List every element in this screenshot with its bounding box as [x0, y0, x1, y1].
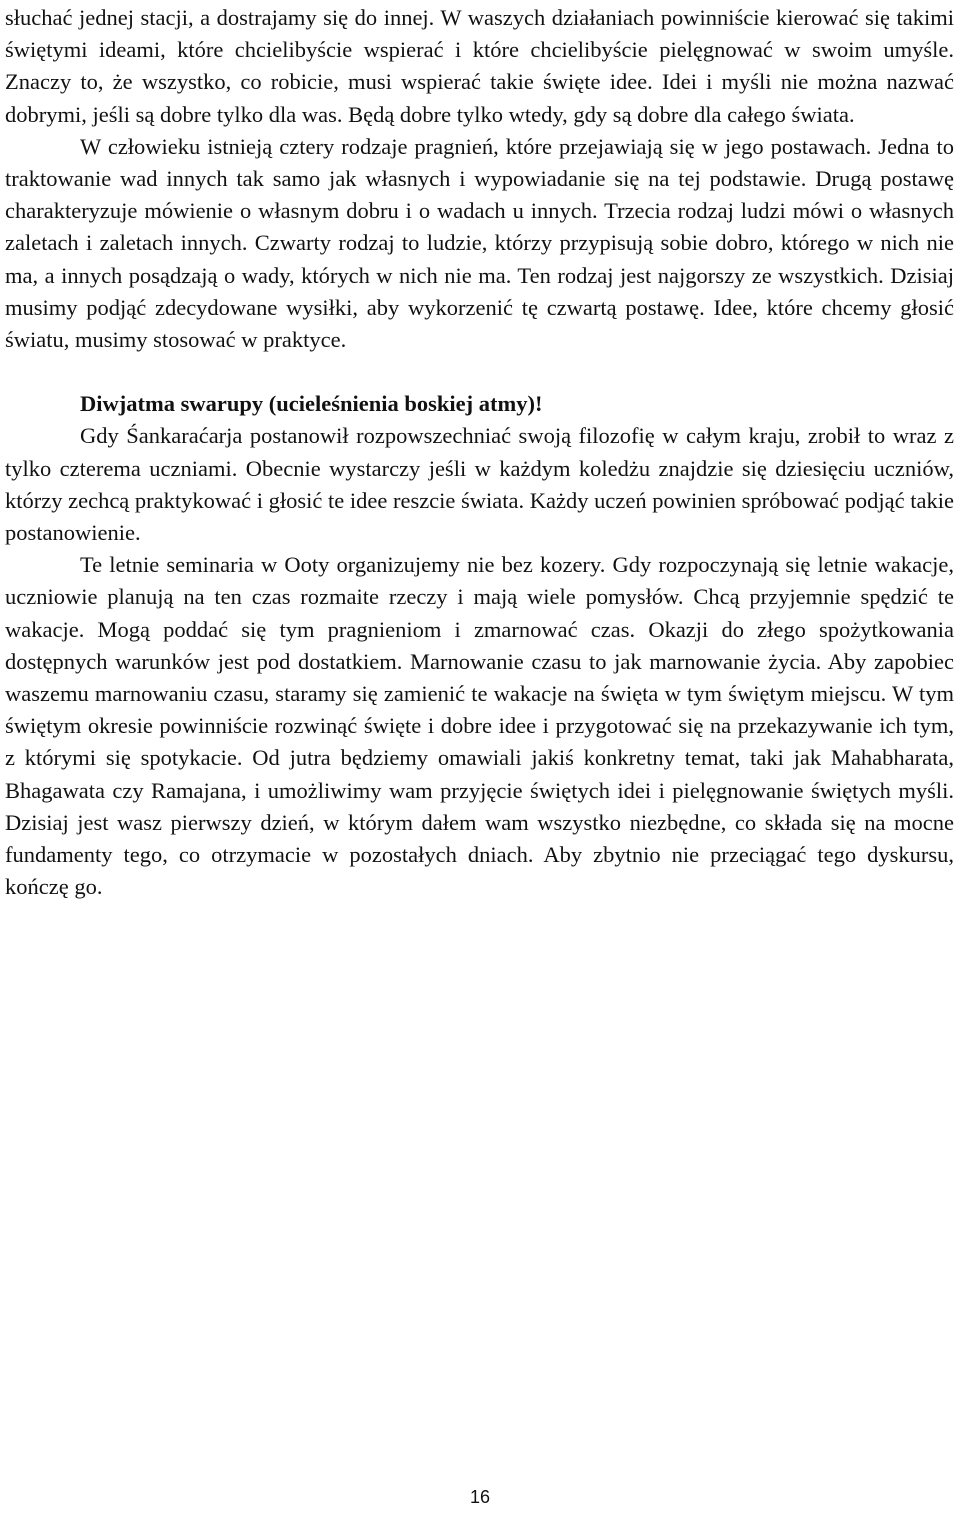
document-body [5, 2, 954, 903]
paragraph-four-desires: W człowieku istnieją cztery rodzaje pragnień, które przejawiają się w jego postawach. Jedna to traktowanie wad innych tak samo jak własnych i wypowiadanie się na tej podstawie. Drugą postawę charakteryzuje mówienie o własnym dobru i o wadach u innych. Trzecia rodzaj ludzi mówi o własnych zaletach i zaletach innych. Czwarty rodzaj to ludzie, którzy przypisują sobie dobro, którego w nich nie ma, a innych posądzają o wady, których w nich nie ma. Ten rodzaj jest najgorszy ze wszystkich. Dzisiaj musimy podjąć zdecydowane wysiłki, aby wykorzenić tę czwartą postawę. Idee, które chcemy głosić światu, musimy stosować w praktyce. [5, 133, 954, 353]
paragraph-continued: słuchać jednej stacji, a dostrajamy się do innej. W waszych działaniach powinniście kierować się takimi świętymi ideami, które chcielibyście wspierać i które chcielibyście pielęgnować w swoim umyśle. Znaczy to, że wszystko, co robicie, musi wspierać takie święte idee. Idei i myśli nie można nazwać dobrymi, jeśli są dobre tylko dla was. Będą dobre tylko wtedy, gdy są dobre dla całego świata. [5, 5, 954, 127]
paragraph-shankaracharya: Gdy Śankaraćarja postanowił rozpowszechniać swoją filozofię w całym kraju, zrobił to wraz z tylko czterema uczniami. Obecnie wystarczy jeśli w każdym koledżu znajdzie się dziesięciu uczniów, którzy zechcą praktykować i głosić te idee reszcie świata. Każdy uczeń powinien spróbować podjąć takie postanowienie. [5, 423, 954, 546]
paragraph-summer-seminars: Te letnie seminaria w Ooty organizujemy nie bez kozery. Gdy rozpoczynają się letnie wakacje, uczniowie planują na ten czas rozmaite rzeczy i mają wiele pomysłów. Chcą przyjemnie spędzić te wakacje. Mogą poddać się tym pragnieniom i zmarnować czas. Okazji do złego spożytkowania dostępnych warunków jest pod dostatkiem. Marnowanie czasu to jak marnowanie życia. Aby zapobiec waszemu marnowaniu czasu, staramy się zamienić te wakacje na święta w tym świętym miejscu. W tym świętym okresie powinniście rozwinąć święte i dobre idee i przygotować się na przekazywanie ich tym, z którymi się spotykacie. Od jutra będziemy omawiali jakiś konkretny temat, taki jak Mahabharata, Bhagawata czy Ramajana, i umożliwimy wam przyjęcie świętych idei i pielęgnowanie świętych myśli. Dzisiaj jest wasz pierwszy dzień, w którym dałem wam wszystko niezbędne, co składa się na mocne fundamenty tego, co otrzymacie w pozostałych dniach. Aby zbytnio nie przeciągać tego dyskursu, kończę go. [5, 552, 954, 900]
page-number: 16 [469, 1487, 491, 1507]
section-heading: Diwjatma swarupy (ucieleśnienia boskiej atmy)! [80, 391, 543, 417]
